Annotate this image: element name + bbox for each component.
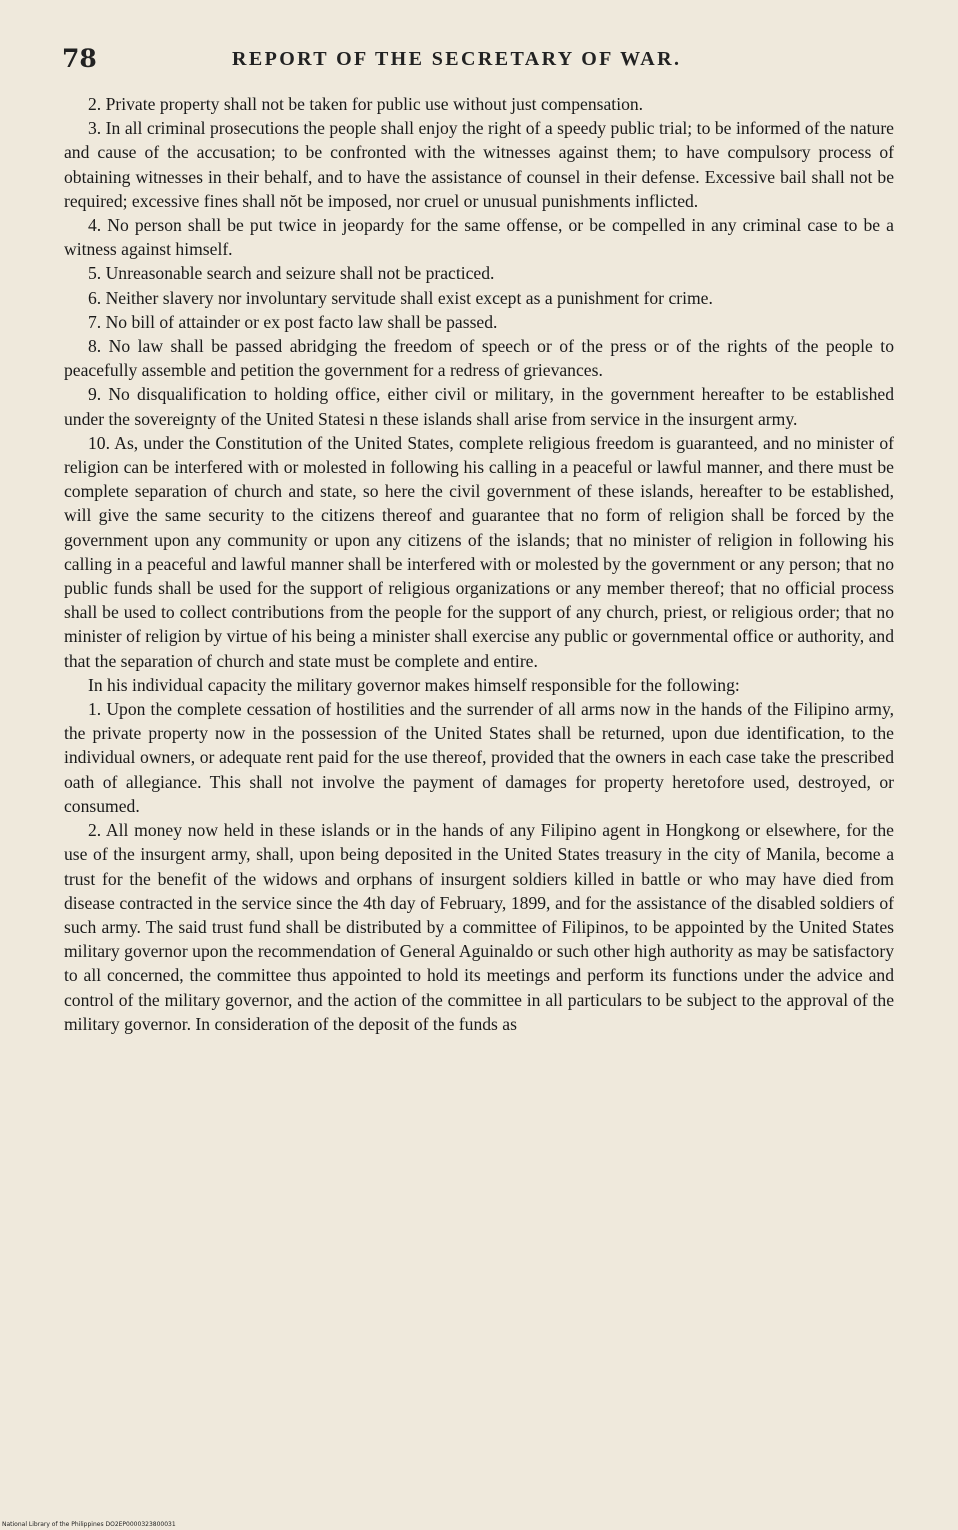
page-number: 78 bbox=[62, 44, 97, 73]
paragraph: 1. Upon the complete cessation of hostilities and the surrender of all arms now in the hands of the Filipino army, the private property now in the possession of the United States shall be returned, upon due identification, to the individual owners, or adequate rent paid for the use thereof, provided that the owners in each case take the prescribed oath of allegiance. This shall not involve the payment of damages for property heretofore used, destroyed, or consumed. bbox=[64, 699, 894, 816]
paragraph: 7. No bill of attainder or ex post facto law shall be passed. bbox=[88, 311, 498, 332]
paragraph: 2. All money now held in these islands or in the hands of any Filipino agent in Hongkong or elsewhere, for the use of the insurgent army, shall, upon being deposited in the United States treasury in the city of Manila, become a trust for the benefit of the widows and orphans of insurgent soldiers killed in battle or who may have died from disease contracted in the service since the 4th day of February, 1899, and for the assistance of the disabled soldiers of such army. The said trust fund shall be distributed by a committee of Filipinos, to be appointed by the United States military governor upon the recommendation of General Aguinaldo or such other high authority as may be satisfactory to all concerned, the committee thus appointed to hold its meetings and perform its functions under the advice and control of the military governor, and the action of the committee in all particulars to be subject to the approval of the military governor. In consideration of the deposit of the funds as bbox=[64, 820, 894, 1034]
paragraph: 4. No person shall be put twice in jeopardy for the same offense, or be compelled in any criminal case to be a witness against himself. bbox=[64, 215, 894, 260]
paragraph: 8. No law shall be passed abridging the freedom of speech or of the press or of the rights of the people to peacefully assemble and petition the government for a redress of grievances. bbox=[64, 336, 894, 381]
running-title: REPORT OF THE SECRETARY OF WAR. bbox=[232, 48, 682, 70]
footer-watermark-text: National Library of the Philippines DO2EP0000323800031 bbox=[2, 1521, 176, 1528]
paragraph: 10. As, under the Constitution of the United States, complete religious freedom is guaranteed, and no minister of religion can be interfered with or molested in following his calling in a peaceful or lawful manner, and there must be complete separation of church and state, so here the civil government of these islands, hereafter to be established, will give the same security to the citizens thereof and guarantee that no form of religion shall be forced by the government upon any community or upon any citizens of the islands; that no minister of religion in following his calling in a peaceful and lawful manner shall be interfered with or molested by the government or any person; that no public funds shall be used for the support of religious organizations or any member thereof; that no official process shall be used to collect contributions from the people for the support of any church, priest, or religious order; that no minister of religion by virtue of his being a minister shall exercise any public or governmental office or authority, and that the separation of church and state must be complete and entire. bbox=[64, 432, 894, 671]
paragraph: 2. Private property shall not be taken for public use without just compensation. bbox=[88, 94, 644, 114]
paragraph: 3. In all criminal prosecutions the people shall enjoy the right of a speedy public trial; to be informed of the nature and cause of the accusation; to be confronted with the witnesses against them; to have compulsory process of obtaining witnesses in their behalf, and to have the assistance of counsel in their defense. Excessive bail shall not be required; excessive fines shall nŏt be imposed, nor cruel or unusual punishments inflicted. bbox=[64, 118, 894, 211]
body-text bbox=[64, 92, 894, 1036]
paragraph: 9. No disqualification to holding office, either civil or military, in the government hereafter to be established under the sovereignty of the United Statesi n these islands shall arise from service in the insurgent army. bbox=[64, 384, 894, 429]
page-header bbox=[62, 44, 902, 84]
paragraph: 5. Unreasonable search and seizure shall not be practiced. bbox=[88, 263, 495, 284]
paragraph: 6. Neither slavery nor involuntary servitude shall exist except as a punishment for crime. bbox=[88, 287, 713, 308]
paragraph: In his individual capacity the military governor makes himself responsible for the following: bbox=[88, 674, 740, 695]
